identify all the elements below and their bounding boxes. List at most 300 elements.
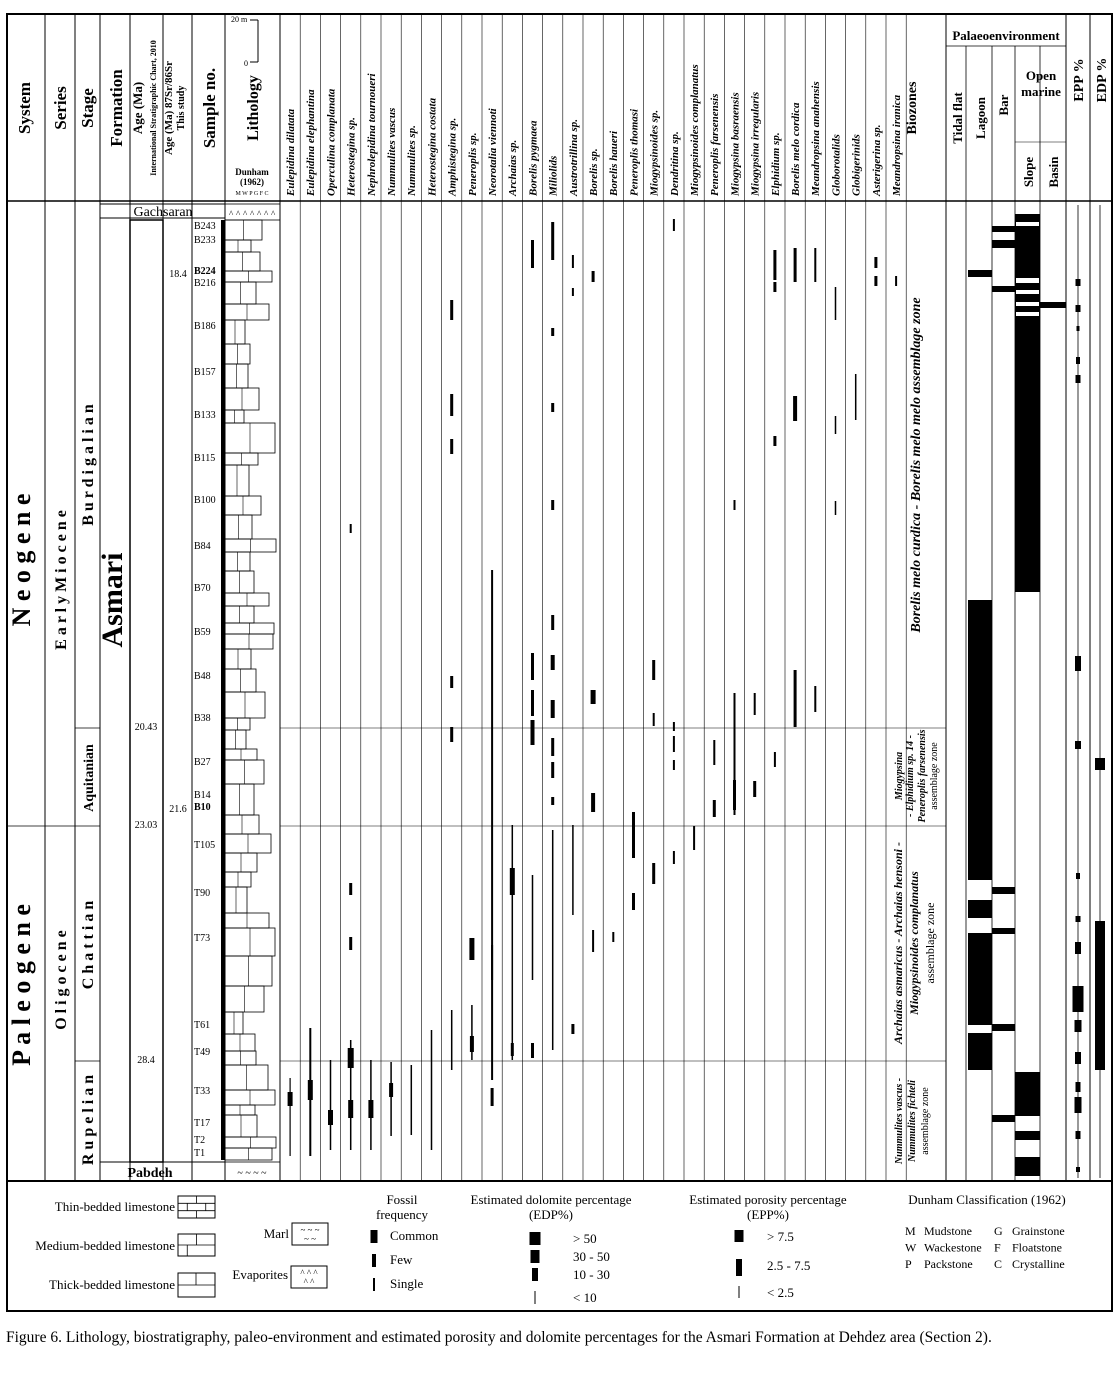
- fossil-range: [591, 690, 596, 704]
- sample-label: T49: [194, 1047, 211, 1058]
- env-block: [968, 600, 992, 880]
- stage-chattian: C h a t t i a n: [80, 900, 97, 990]
- marl-mark: ~ ~ ~: [300, 1225, 320, 1235]
- legend-epp-title: (EPP%): [747, 1207, 789, 1222]
- sample-list: [194, 221, 216, 1159]
- legend-fossil-mark: [373, 1278, 375, 1291]
- fossil-range: [350, 524, 352, 533]
- biozone-3: Miogypsinoides complanatus: [907, 871, 921, 1015]
- fossil-range: [368, 1100, 373, 1118]
- fossil-range: [491, 570, 493, 1080]
- system-paleogene: P a l e o g e n e: [7, 904, 36, 1066]
- biozone-3: Archaias asmaricus - Archaias hensoni -: [891, 842, 905, 1044]
- env-lagoon: Lagoon: [973, 97, 988, 139]
- legend-dunham-code: C: [994, 1257, 1003, 1271]
- fossil-range: [572, 255, 574, 268]
- taxon-header: Neorotalia viennoti: [487, 108, 499, 196]
- fossil-range: [551, 738, 554, 756]
- fossil-range: [571, 1024, 574, 1034]
- header-sample: Sample no.: [200, 67, 219, 149]
- biozone-4: Nummulites fichteli: [907, 1080, 918, 1162]
- taxon-header: Meandropsina iranica: [891, 94, 903, 196]
- fossil-range: [330, 1060, 332, 1150]
- fossil-range: [835, 287, 837, 320]
- legend-evaporites: Evaporites: [232, 1267, 288, 1282]
- fossil-range: [774, 752, 776, 767]
- env-bar: Bar: [996, 94, 1011, 116]
- legend-dunham-name: Wackestone: [924, 1240, 982, 1255]
- taxon-header: Nephrolepidina tournoueri: [365, 73, 378, 196]
- biozone-2: Miogypsina: [894, 751, 905, 801]
- evaporite-mark: ^: [271, 209, 276, 219]
- figure-caption: Figure 6. Lithology, biostratigraphy, paleo-environment and estimated porosity and dolomite percentages for the Asmari Formation at Dehdez area (Section 2).: [6, 1329, 992, 1346]
- age-icc: 28.4: [137, 1055, 155, 1066]
- legend-epp-title: Estimated porosity percentage: [689, 1192, 847, 1207]
- epp-mark: [1076, 1167, 1080, 1172]
- system-neogene: N e o g e n e: [7, 493, 36, 627]
- header-age-this-sub: This study: [176, 85, 187, 131]
- env-block: [992, 887, 1015, 894]
- taxon-header: Globorotalids: [830, 134, 843, 196]
- taxa-headers: [285, 64, 903, 197]
- fossil-range: [451, 1010, 453, 1070]
- fossil-range: [491, 945, 493, 980]
- taxon-header: Archaias sp.: [507, 139, 520, 196]
- env-gap: [1016, 278, 1039, 283]
- fossil-range: [734, 500, 736, 510]
- header-age-icc-sub: International Stratigraphic Chart, 2010: [149, 40, 158, 176]
- legend-fossil-mark: [372, 1254, 376, 1267]
- formation-gachsaran: Gachsaran: [133, 205, 193, 220]
- fossil-range: [814, 248, 816, 282]
- epp-mark: [1076, 916, 1081, 922]
- sample-label: B216: [194, 278, 216, 289]
- fossil-range: [895, 276, 897, 286]
- epp-mark: [1075, 741, 1081, 749]
- fossil-range: [551, 762, 554, 778]
- legend-fossil-item: Single: [390, 1276, 424, 1291]
- sample-label: B84: [194, 541, 211, 552]
- epp-mark: [1075, 1020, 1082, 1032]
- legend-dunham-name: Floatstone: [1012, 1240, 1062, 1255]
- evaporite-mark: ^ ^: [303, 1277, 315, 1287]
- legend-dunham-name: Mudstone: [924, 1224, 972, 1238]
- legend-edp-item: > 50: [573, 1231, 597, 1246]
- sample-label: B27: [194, 757, 211, 768]
- age-this: 18.4: [169, 269, 187, 280]
- legend-fossil-item: Few: [390, 1252, 413, 1267]
- legend-dunham-name: Grainstone: [1012, 1224, 1065, 1238]
- fossil-range: [693, 826, 695, 850]
- taxon-header: Nummulites vascus: [386, 107, 398, 196]
- fossil-range: [773, 282, 776, 292]
- legend-fossil-title: Fossil: [386, 1192, 418, 1207]
- sample-label: B243: [194, 221, 216, 232]
- legend-edp-title: Estimated dolomite percentage: [470, 1192, 632, 1207]
- taxon-header: Meandropsina anahensis: [810, 81, 823, 196]
- fossil-range: [652, 863, 655, 884]
- edp-mark: [1095, 921, 1105, 1070]
- legend-edp-item: 30 - 50: [573, 1249, 610, 1264]
- legend-dunham-code: M: [905, 1224, 916, 1238]
- age-icc: 20.43: [134, 722, 158, 733]
- env-block: [968, 900, 992, 918]
- fossil-range: [551, 328, 554, 336]
- fossil-range: [349, 937, 352, 950]
- fossil-range: [632, 812, 635, 858]
- evaporite-mark: ^: [236, 209, 241, 219]
- header-stage: Stage: [78, 88, 97, 128]
- fossil-range: [794, 248, 797, 282]
- epp-mark: [1075, 1052, 1081, 1064]
- taxon-header: Peneroplis farsenensis: [709, 93, 722, 196]
- legend-edp-mark: [532, 1268, 538, 1281]
- taxon-header: Globigerinids: [850, 134, 863, 196]
- env-block: [968, 1033, 992, 1070]
- legend-dunham-name: Packstone: [924, 1257, 973, 1271]
- legend-marl: Marl: [263, 1226, 289, 1241]
- legend-epp-mark: [739, 1286, 740, 1298]
- evaporite-mark: ^: [257, 209, 262, 219]
- legend-epp-mark: [736, 1259, 742, 1276]
- env-open-marine: Open: [1025, 68, 1057, 83]
- sample-label: T2: [194, 1135, 206, 1146]
- taxon-header: Austrotrillina sp.: [567, 118, 580, 196]
- age-this: 21.6: [169, 804, 187, 815]
- epp-mark: [1076, 1131, 1081, 1139]
- env-tidal-flat: Tidal flat: [950, 92, 965, 144]
- fossil-range: [592, 930, 594, 952]
- stage-aquitanian: Aquitanian: [82, 744, 97, 812]
- fossil-range: [753, 781, 756, 797]
- palaeoenvironment-curve: [946, 205, 1066, 1181]
- legend-thin: Thin-bedded limestone: [54, 1199, 175, 1214]
- fossil-range: [551, 615, 554, 630]
- fossil-range: [348, 1048, 354, 1068]
- taxon-header: Miliolids: [547, 155, 560, 196]
- scale-top: 20 m: [231, 15, 248, 24]
- biozone-2: assemblage zone: [929, 742, 940, 810]
- edp-mark: [1095, 758, 1105, 770]
- env-block: [1015, 1131, 1040, 1140]
- fossil-range: [733, 780, 736, 810]
- epp-mark: [1076, 357, 1080, 364]
- env-gap: [1016, 312, 1039, 316]
- taxon-header: Dendritina sp.: [668, 131, 681, 196]
- fossil-range: [551, 222, 554, 260]
- env-block: [992, 286, 1015, 292]
- fossil-range: [349, 883, 352, 895]
- fossil-range: [551, 500, 554, 510]
- legend-medium-swatch: [178, 1234, 215, 1256]
- env-block: [992, 928, 1015, 934]
- sample-label: B224: [194, 266, 216, 277]
- scale-zero: 0: [244, 59, 248, 68]
- taxon-header: Eulepidina dilatata: [285, 108, 297, 196]
- fossil-range: [389, 1083, 393, 1097]
- taxon-header: Miogypsinoides complanatus: [689, 64, 701, 196]
- legend-edp-item: < 10: [573, 1290, 597, 1305]
- epp-mark: [1076, 305, 1081, 312]
- sample-label: T1: [194, 1148, 206, 1159]
- env-basin: Basin: [1046, 156, 1061, 188]
- sample-label: T61: [194, 1020, 211, 1031]
- epp-mark: [1076, 873, 1080, 879]
- taxon-header: Elphidium sp.: [769, 132, 782, 196]
- fossil-range: [531, 1043, 534, 1058]
- fossil-range: [450, 676, 453, 688]
- fossil-range: [532, 875, 534, 980]
- fossil-range: [591, 793, 595, 812]
- epp-mark: [1075, 656, 1081, 671]
- legend-thin-swatch: [178, 1196, 215, 1218]
- fossil-range: [552, 830, 554, 1050]
- fossil-range: [551, 700, 555, 718]
- fossil-range: [450, 727, 453, 742]
- env-block: [1040, 302, 1066, 308]
- fossil-range: [450, 439, 453, 454]
- env-block: [992, 1115, 1015, 1122]
- biozone-4: Nummulites vascus -: [894, 1077, 905, 1165]
- legend-fossil-mark: [371, 1230, 378, 1243]
- legend-medium: Medium-bedded limestone: [35, 1238, 175, 1253]
- fossil-range: [308, 1080, 313, 1100]
- marl-mark: ~ ~ ~ ~: [237, 1168, 267, 1179]
- evaporite-mark: ^: [264, 209, 269, 219]
- fossil-range: [673, 219, 675, 231]
- fossil-range: [874, 276, 877, 286]
- fossil-range: [288, 1092, 293, 1106]
- fossil-range: [592, 271, 595, 282]
- epp-mark: [1077, 326, 1080, 331]
- env-gap: [1016, 290, 1039, 294]
- sample-label: T73: [194, 933, 211, 944]
- fossil-range: [632, 893, 635, 910]
- lithology-column: [221, 204, 280, 1181]
- fossil-range: [673, 736, 675, 752]
- fossil-range: [673, 851, 675, 864]
- fossil-range: [510, 868, 515, 895]
- fossil-range: [531, 653, 534, 680]
- epp-mark: [1076, 279, 1081, 286]
- legend-edp-title: (EDP%): [528, 1207, 574, 1222]
- header-age-icc: Age (Ma): [130, 81, 145, 135]
- legend: [35, 1192, 1065, 1305]
- legend-epp-mark: [735, 1230, 744, 1242]
- epp-mark: [1075, 942, 1081, 954]
- taxon-header: Operculina complanata: [325, 88, 338, 196]
- fossil-range: [773, 436, 776, 446]
- fossil-range: [491, 1088, 494, 1106]
- taxon-header: Miogypsina basraensis: [729, 92, 742, 196]
- taxon-header: Miogypsina irregularis: [749, 91, 762, 196]
- sample-label: B70: [194, 583, 211, 594]
- legend-thick: Thick-bedded limestone: [49, 1277, 175, 1292]
- fossil-range: [673, 722, 675, 731]
- header-dunham-year: (1962): [240, 177, 264, 187]
- sample-label: B186: [194, 321, 216, 332]
- legend-epp-item: 2.5 - 7.5: [767, 1258, 811, 1273]
- stage-rupelian: R u p e l i a n: [80, 1074, 97, 1166]
- legend-dunham-name: Crystalline: [1012, 1257, 1065, 1271]
- legend-dunham-code: G: [994, 1224, 1003, 1238]
- epp-mark: [1073, 986, 1084, 1012]
- fossil-range: [814, 686, 816, 712]
- env-block: [1015, 1157, 1040, 1176]
- age-icc: 23.03: [134, 820, 158, 831]
- series-early-miocene: E a r l y M i o c e n e: [53, 510, 70, 650]
- biozone-1: Borelis melo curdica - Borelis melo melo assemblage zone: [909, 297, 924, 633]
- fossil-range: [531, 720, 535, 745]
- fossil-range: [653, 713, 655, 726]
- env-block: [1015, 1072, 1040, 1116]
- env-open-marine-2: marine: [1021, 84, 1061, 99]
- taxon-header: Heterostegina sp.: [345, 117, 358, 196]
- taxon-header: Borelis sp.: [588, 148, 600, 196]
- sample-label: B59: [194, 627, 211, 638]
- legend-dunham-code: F: [994, 1240, 1001, 1255]
- fossil-range: [773, 250, 776, 280]
- sample-label: B115: [194, 453, 216, 464]
- fossil-range: [431, 1030, 433, 1150]
- legend-dunham-code: P: [905, 1257, 912, 1271]
- fossil-range: [531, 690, 534, 716]
- series-oligocene: O l i g o c e n e: [53, 930, 70, 1030]
- fossil-range: [328, 1110, 333, 1125]
- fossil-range: [754, 693, 756, 715]
- sample-label: T90: [194, 888, 211, 899]
- sample-label: B10: [194, 802, 211, 813]
- taxon-header: Nummulites sp.: [406, 125, 419, 196]
- fossil-range: [511, 1043, 514, 1056]
- taxon-header: Eulepidina elephantina: [305, 89, 318, 196]
- fossil-range: [572, 825, 574, 915]
- sample-label: B100: [194, 495, 216, 506]
- env-block: [992, 226, 1015, 232]
- env-block: [1015, 214, 1040, 592]
- legend-fossil-title: frequency: [376, 1207, 428, 1222]
- legend-dunham-code: W: [905, 1240, 917, 1255]
- taxon-header: Asterigerina sp.: [870, 124, 883, 196]
- fossil-range: [450, 394, 453, 416]
- epp-mark: [1076, 375, 1081, 383]
- legend-epp-item: > 7.5: [767, 1229, 794, 1244]
- legend-dunham-title: Dunham Classification (1962): [908, 1192, 1066, 1207]
- epp-mark: [1075, 1097, 1082, 1113]
- sample-label: B48: [194, 671, 211, 682]
- legend-edp-mark: [531, 1250, 540, 1263]
- fossil-range: [572, 288, 574, 296]
- env-block: [992, 240, 1015, 248]
- sample-label: T105: [194, 840, 216, 851]
- fossil-range: [874, 257, 877, 268]
- taxon-header: Amphistegina sp.: [446, 117, 459, 196]
- stage-burdigalian: B u r d i g a l i a n: [80, 404, 97, 526]
- taxon-header: Miogypsinoides sp.: [648, 109, 661, 196]
- env-gap: [1016, 222, 1039, 226]
- fossil-range: [348, 1100, 353, 1118]
- column-body: [7, 204, 1105, 1181]
- fossil-range: [469, 938, 474, 960]
- sample-label: B14: [194, 790, 211, 801]
- legend-edp-mark: [530, 1232, 541, 1245]
- biozone-2: - Elphidium sp. 14 -: [905, 735, 916, 817]
- header-biozones: Biozones: [905, 81, 920, 135]
- sample-label: B133: [194, 410, 216, 421]
- fossil-range: [411, 1065, 413, 1135]
- header-lithology: Lithology: [245, 75, 262, 141]
- epp-mark: [1076, 1082, 1081, 1092]
- fossil-range: [470, 1036, 474, 1052]
- fossil-range: [450, 300, 453, 320]
- evaporite-mark: ^: [229, 209, 234, 219]
- taxon-header: Peneroplis sp.: [466, 132, 479, 196]
- fossil-range: [793, 396, 797, 421]
- taxon-header: Heterostegina costata: [426, 97, 439, 196]
- header-dunham: Dunham: [235, 167, 269, 177]
- fossil-range: [512, 825, 514, 1060]
- fossil-range: [713, 800, 716, 817]
- fossil-range: [612, 932, 614, 942]
- fossil-range: [551, 655, 555, 670]
- epp-column: [1073, 205, 1084, 1178]
- env-gap: [1016, 302, 1039, 306]
- legend-epp-item: < 2.5: [767, 1285, 794, 1300]
- header-series: Series: [51, 86, 70, 130]
- fossil-ranges: [288, 219, 898, 1156]
- fossil-range: [673, 760, 675, 770]
- taxon-header: Borelis melo cordica: [790, 102, 802, 196]
- fossil-range: [835, 501, 837, 515]
- fossil-range: [855, 374, 857, 420]
- env-block: [968, 270, 992, 277]
- legend-edp-item: 10 - 30: [573, 1267, 610, 1282]
- header-edp: EDP %: [1095, 57, 1110, 103]
- header-palaeoenvironment: Palaeoenvironment: [952, 28, 1060, 43]
- biozone-3: assemblage zone: [923, 902, 937, 984]
- evaporite-mark: ^ ^ ^: [300, 1268, 318, 1278]
- fossil-range: [290, 1078, 291, 1156]
- header-dunham-codes: M W P G F C: [235, 191, 269, 197]
- env-slope: Slope: [1021, 156, 1036, 188]
- sample-axis: [221, 220, 225, 1160]
- legend-edp-mark: [535, 1291, 536, 1304]
- biozone-4: assemblage zone: [920, 1087, 931, 1155]
- fossil-range: [551, 797, 554, 805]
- asmari-box: [130, 220, 163, 1162]
- formation-pabdeh: Pabdeh: [127, 1166, 173, 1181]
- fossil-range: [551, 403, 554, 412]
- biozone-2: Peneroplis farsenensis: [917, 729, 928, 823]
- sample-label: B233: [194, 235, 216, 246]
- legend-fossil-item: Common: [390, 1228, 439, 1243]
- fossil-range: [390, 1062, 392, 1136]
- header-age-this: Age (Ma) 87Sr/86Sr: [163, 60, 175, 156]
- sample-label: B38: [194, 713, 211, 724]
- marl-mark: ~ ~: [304, 1234, 316, 1244]
- sample-label: T17: [194, 1118, 211, 1129]
- fossil-range: [531, 240, 534, 268]
- fossil-range: [713, 740, 715, 765]
- fossil-range: [652, 660, 655, 680]
- taxon-header: Borelis haueri: [608, 130, 621, 196]
- header-epp: EPP %: [1072, 58, 1087, 102]
- fossil-range: [835, 416, 837, 434]
- evaporite-mark: ^: [243, 209, 248, 219]
- sample-label: T33: [194, 1086, 211, 1097]
- taxon-header: Peneroplis thomasi: [628, 108, 641, 196]
- evaporite-mark: ^: [250, 209, 255, 219]
